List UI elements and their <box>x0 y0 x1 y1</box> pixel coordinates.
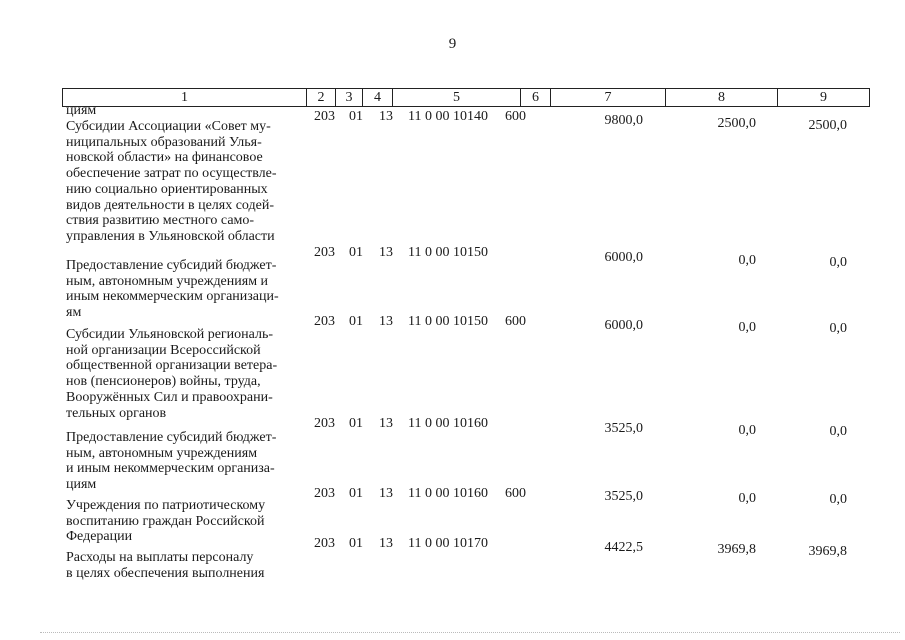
row-2-description <box>66 327 304 421</box>
desc-line: нов (пенсионеров) войны, труда, <box>66 374 261 390</box>
header-col-1: 1 <box>63 89 307 107</box>
header-col-4: 4 <box>363 89 393 107</box>
desc-line: Федерации <box>66 529 133 545</box>
desc-line: циям <box>66 477 97 493</box>
desc-line: ниципальных образований Улья- <box>66 134 262 150</box>
row-1-col-9: 0,0 <box>829 255 847 270</box>
row-0-col-4: 13 <box>379 109 393 124</box>
row-0-col-2: 203 <box>314 109 335 124</box>
row-3-col-2: 203 <box>314 416 335 431</box>
header-col-2: 2 <box>307 89 336 107</box>
row-5-description <box>66 550 304 581</box>
row-3-description <box>66 430 304 493</box>
desc-line: Субсидии Ассоциации «Совет му- <box>66 119 271 134</box>
desc-line: управления в Ульяновской области <box>66 228 275 244</box>
desc-line: воспитанию граждан Российской <box>66 513 265 529</box>
row-3-col-5: 11 0 00 10160 <box>408 416 488 431</box>
row-4-col-2: 203 <box>314 486 335 501</box>
row-2-col-8: 0,0 <box>738 320 756 335</box>
page-number: 9 <box>448 36 457 52</box>
row-0-col-8: 2500,0 <box>717 116 756 131</box>
row-3-col-4: 13 <box>379 416 393 431</box>
desc-line: нию социально ориентированных <box>66 181 268 197</box>
desc-line: общественной организации ветера- <box>66 358 278 374</box>
desc-line: новской области» на финансовое <box>66 150 263 166</box>
row-5-col-7: 4422,5 <box>604 540 643 555</box>
row-4-col-4: 13 <box>379 486 393 501</box>
row-0-col-6: 600 <box>505 109 526 124</box>
row-3-col-8: 0,0 <box>738 423 756 438</box>
header-col-5: 5 <box>393 89 521 107</box>
desc-line: ным, автономным учреждениям <box>66 445 258 461</box>
desc-line: в целях обеспечения выполнения <box>66 565 265 581</box>
row-5-col-5: 11 0 00 10170 <box>408 536 488 551</box>
row-1-col-2: 203 <box>314 245 335 260</box>
desc-line: ям <box>66 305 82 321</box>
row-1-description <box>66 258 304 321</box>
row-4-description <box>66 498 304 545</box>
header-col-3: 3 <box>336 89 363 107</box>
row-3-col-3: 01 <box>349 416 363 431</box>
row-5-col-8: 3969,8 <box>717 542 756 557</box>
desc-line: и иным некоммерческим организа- <box>66 461 275 477</box>
desc-line: ствия развитию местного само- <box>66 213 255 229</box>
row-0-col-5: 11 0 00 10140 <box>408 109 488 124</box>
row-2-col-4: 13 <box>379 314 393 329</box>
row-2-col-3: 01 <box>349 314 363 329</box>
desc-line: ной организации Всероссийской <box>66 342 261 358</box>
header-col-8: 8 <box>666 89 778 107</box>
row-0-description <box>66 119 304 245</box>
desc-line: иным некоммерческим организаци- <box>66 289 279 305</box>
row-3-col-7: 3525,0 <box>604 421 643 436</box>
row-4-col-5: 11 0 00 10160 <box>408 486 488 501</box>
desc-line: видов деятельности в целях содей- <box>66 197 275 213</box>
row-3-col-9: 0,0 <box>829 424 847 439</box>
desc-line: тельных органов <box>66 405 167 421</box>
row-0-col-3: 01 <box>349 109 363 124</box>
row-1-col-3: 01 <box>349 245 363 260</box>
row-2-col-5: 11 0 00 10150 <box>408 314 488 329</box>
leading-fragment-text: циям <box>66 103 97 118</box>
row-5-col-2: 203 <box>314 536 335 551</box>
row-1-col-5: 11 0 00 10150 <box>408 245 488 260</box>
row-2-col-2: 203 <box>314 314 335 329</box>
row-2-col-7: 6000,0 <box>604 318 643 333</box>
row-1-col-8: 0,0 <box>738 253 756 268</box>
row-4-col-8: 0,0 <box>738 491 756 506</box>
desc-line: Вооружённых Сил и правоохрани- <box>66 389 273 405</box>
row-4-col-3: 01 <box>349 486 363 501</box>
scan-noise-line <box>40 632 900 634</box>
row-5-col-9: 3969,8 <box>808 544 847 559</box>
desc-line: Субсидии Ульяновской региональ- <box>66 327 274 342</box>
row-1-col-4: 13 <box>379 245 393 260</box>
row-1-col-7: 6000,0 <box>604 250 643 265</box>
leading-fragment <box>66 103 304 119</box>
desc-line: Учреждения по патриотическому <box>66 498 266 513</box>
desc-line: Предоставление субсидий бюджет- <box>66 430 277 445</box>
desc-line: Предоставление субсидий бюджет- <box>66 258 277 273</box>
row-2-col-6: 600 <box>505 314 526 329</box>
desc-line: обеспечение затрат по осуществле- <box>66 166 277 182</box>
row-0-col-7: 9800,0 <box>604 113 643 128</box>
row-4-col-9: 0,0 <box>829 492 847 507</box>
row-2-col-9: 0,0 <box>829 321 847 336</box>
header-col-6: 6 <box>521 89 551 107</box>
row-4-col-6: 600 <box>505 486 526 501</box>
desc-line: ным, автономным учреждениям и <box>66 273 269 289</box>
desc-line: Расходы на выплаты персоналу <box>66 550 254 565</box>
row-5-col-4: 13 <box>379 536 393 551</box>
header-col-9: 9 <box>778 89 870 107</box>
header-col-7: 7 <box>551 89 666 107</box>
row-4-col-7: 3525,0 <box>604 489 643 504</box>
row-0-col-9: 2500,0 <box>808 118 847 133</box>
row-5-col-3: 01 <box>349 536 363 551</box>
